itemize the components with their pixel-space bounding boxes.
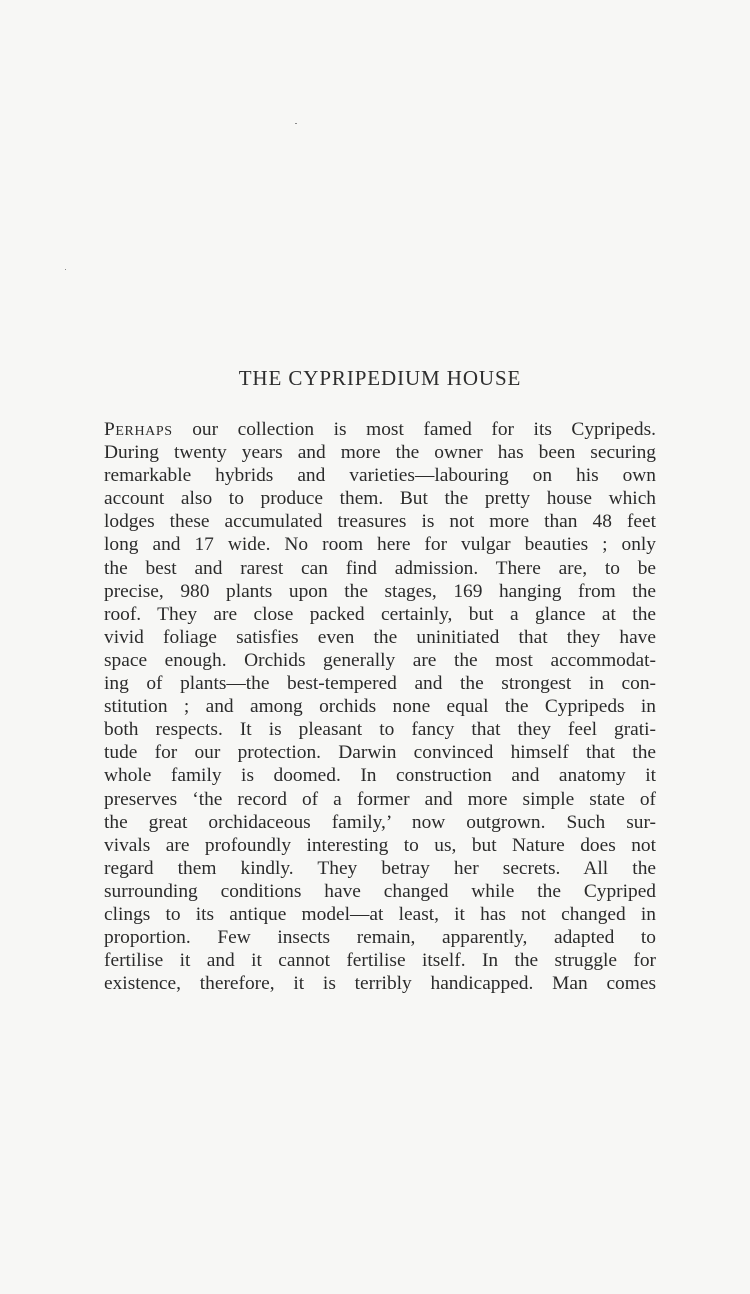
text-line: stitution ; and among orchids none equal the Cypripeds in [104, 696, 656, 718]
text-line: long and 17 wide. No room here for vulgar beauties ; only [104, 534, 656, 556]
text-line-content: our collection is most famed for its Cypripeds. [192, 419, 656, 440]
opening-word: Perhaps [104, 419, 173, 440]
chapter-title: THE CYPRIPEDIUM HOUSE [238, 366, 522, 390]
text-line: vivals are profoundly interesting to us, but Nature does not [104, 834, 656, 856]
text-line: account also to produce them. But the pretty house which [104, 488, 656, 510]
text-line: whole family is doomed. In construction and anatomy it [104, 765, 656, 787]
text-line: remarkable hybrids and varieties—labouring on his own [104, 465, 656, 487]
text-line: tude for our protection. Darwin convinced himself that the [104, 742, 656, 764]
text-line: preserves ‘the record of a former and more simple state of [104, 788, 656, 810]
text-line: the great orchidaceous family,’ now outgrown. Such sur- [104, 811, 656, 833]
text-line: lodges these accumulated treasures is not more than 48 feet [104, 511, 656, 533]
paper-speck [65, 269, 66, 270]
text-line: proportion. Few insects remain, apparently, adapted to [104, 927, 656, 949]
text-line: precise, 980 plants upon the stages, 169 hanging from the [104, 580, 656, 602]
text-line: both respects. It is pleasant to fancy that they feel grati- [104, 719, 656, 741]
text-line: roof. They are close packed certainly, but a glance at the [104, 603, 656, 625]
body-paragraph [104, 418, 656, 995]
text-line: fertilise it and it cannot fertilise itself. In the struggle for [104, 950, 656, 972]
text-line: During twenty years and more the owner has been securing [104, 442, 656, 464]
text-line: regard them kindly. They betray her secrets. All the [104, 857, 656, 879]
text-line: ing of plants—the best-tempered and the strongest in con- [104, 673, 656, 695]
text-line: existence, therefore, it is terribly handicapped. Man comes [104, 973, 656, 995]
text-line: surrounding conditions have changed while the Cypriped [104, 880, 656, 902]
text-line: space enough. Orchids generally are the most accommodat- [104, 649, 656, 671]
text-line: the best and rarest can find admission. There are, to be [104, 557, 656, 579]
text-line: clings to its antique model—at least, it has not changed in [104, 903, 656, 925]
paper-speck [295, 123, 297, 124]
text-line: vivid foliage satisfies even the uninitiated that they have [104, 626, 656, 648]
text-line [104, 418, 656, 441]
